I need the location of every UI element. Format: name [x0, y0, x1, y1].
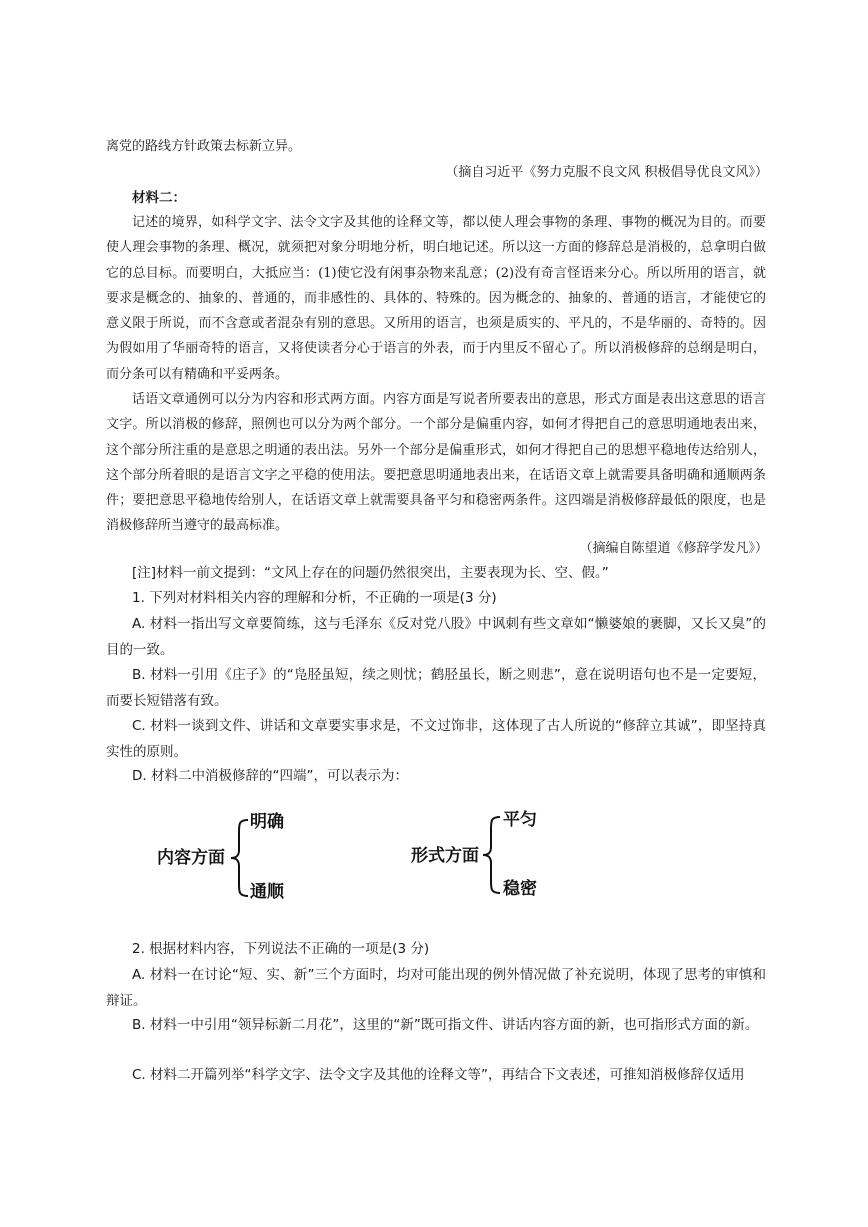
- question-1-option-b: B. 材料一引用《庄子》的“凫胫虽短，续之则忧；鹤胫虽长，断之则悲”，意在说明语句也不是一定要短，而要长短错落有致。: [106, 667, 766, 709]
- question-2-option-a: A. 材料一在讨论“短、实、新”三个方面时，均对可能出现的例外情况做了补充说明，体现了思考的审慎和辩证。: [106, 967, 766, 1009]
- citation-2: （摘编自陈望道《修辞学发凡》）: [579, 541, 768, 556]
- material-2-title: 材料二：: [132, 190, 186, 206]
- question-1-option-c: C. 材料一谈到文件、讲话和文章要实事求是，不文过饰非，这体现了古人所说的“修辞立其诚”，即坚持真实性的原则。: [106, 718, 766, 760]
- question-1-stem: 1. 下列对材料相关内容的理解和分析，不正确的一项是(3 分): [132, 590, 497, 606]
- diagram-form-root: 形式方面: [411, 846, 479, 866]
- question-2-option-c: C. 材料二开篇列举“科学文字、法令文字及其他的诠释文等”，再结合下文表述，可推知消极修辞仅适用: [132, 1067, 745, 1083]
- material-2-paragraph-1: 记述的境界，如科学文字、法令文字及其他的诠释文等，都以使人理会事物的条理、事物的概况为目的。而要使人理会事物的条理、概况，就须把对象分明地分析，明白地记述。所以这一方面的修辞总是消极的，总拿明白做它的总目标。而要明白，大抵应当：(1)使它没有闲事杂物来乱意；(2)没有奇言怪语来分心。所以所用的语言，就要求是概念的、抽象的、普通的，而非感性的、具体的、特殊的。因为概念的、抽象的、普通的语言，才能使它的意义限于所说，而不含意或者混杂有别的意思。又所用的语言，也须是质实的、平凡的，不是华丽的、奇特的。因为假如用了华丽奇特的语言，又将使读者分心于语言的外表，而于内里反不留心了。所以消极修辞的总纲是明白，而分条可以有精确和平妥两条。: [106, 215, 766, 382]
- continued-line: 离党的路线方针政策去标新立异。: [106, 139, 302, 154]
- question-2-option-b: B. 材料一中引用“领异标新二月花”，这里的“新”既可指文件、讲话内容方面的新，也可指形式方面的新。: [132, 1017, 759, 1033]
- question-1-option-a: A. 材料一指出写文章要简练，这与毛泽东《反对党八股》中讽刺有些文章如“懒婆娘的裹脚，又长又臭”的目的一致。: [106, 616, 766, 658]
- question-1-option-d: D. 材料二中消极修辞的“四端”，可以表示为：: [132, 768, 408, 784]
- note: [注]材料一前文提到：“文风上存在的问题仍然很突出，主要表现为长、空、假。”: [132, 565, 609, 581]
- diagram-content-root: 内容方面: [157, 848, 225, 868]
- diagram-content-top: 明确: [250, 812, 284, 832]
- question-2-stem: 2. 根据材料内容，下列说法不正确的一项是(3 分): [132, 941, 430, 957]
- diagram-form-bottom: 稳密: [503, 879, 537, 899]
- material-2-paragraph-2: 话语文章通例可以分为内容和形式两方面。内容方面是写说者所要表出的意思，形式方面是表出这意思的语言文字。所以消极的修辞，照例也可以分为两个部分。一个部分是偏重内容，如何才得把自己的意思明通地表出来，这个部分所注重的是意思之明通的表出法。另外一个部分是偏重形式，如何才得把自己的思想平稳地传达给别人，这个部分所着眼的是语言文字之平稳的使用法。要把意思明通地表出来，在话语文章上就需要具备明确和通顺两条件；要把意思平稳地传给别人，在话语文章上就需要具备平匀和稳密两条件。这四端是消极修辞最低的限度，也是消极修辞所当遵守的最高标准。: [106, 392, 766, 534]
- diagram-content-bottom: 通顺: [250, 882, 284, 902]
- left-brace-icon: [228, 818, 252, 898]
- citation-1: （摘自习近平《努力克服不良文风 积极倡导优良文风》）: [445, 165, 768, 180]
- diagram-form-top: 平匀: [503, 810, 537, 830]
- right-brace-icon: [480, 815, 504, 895]
